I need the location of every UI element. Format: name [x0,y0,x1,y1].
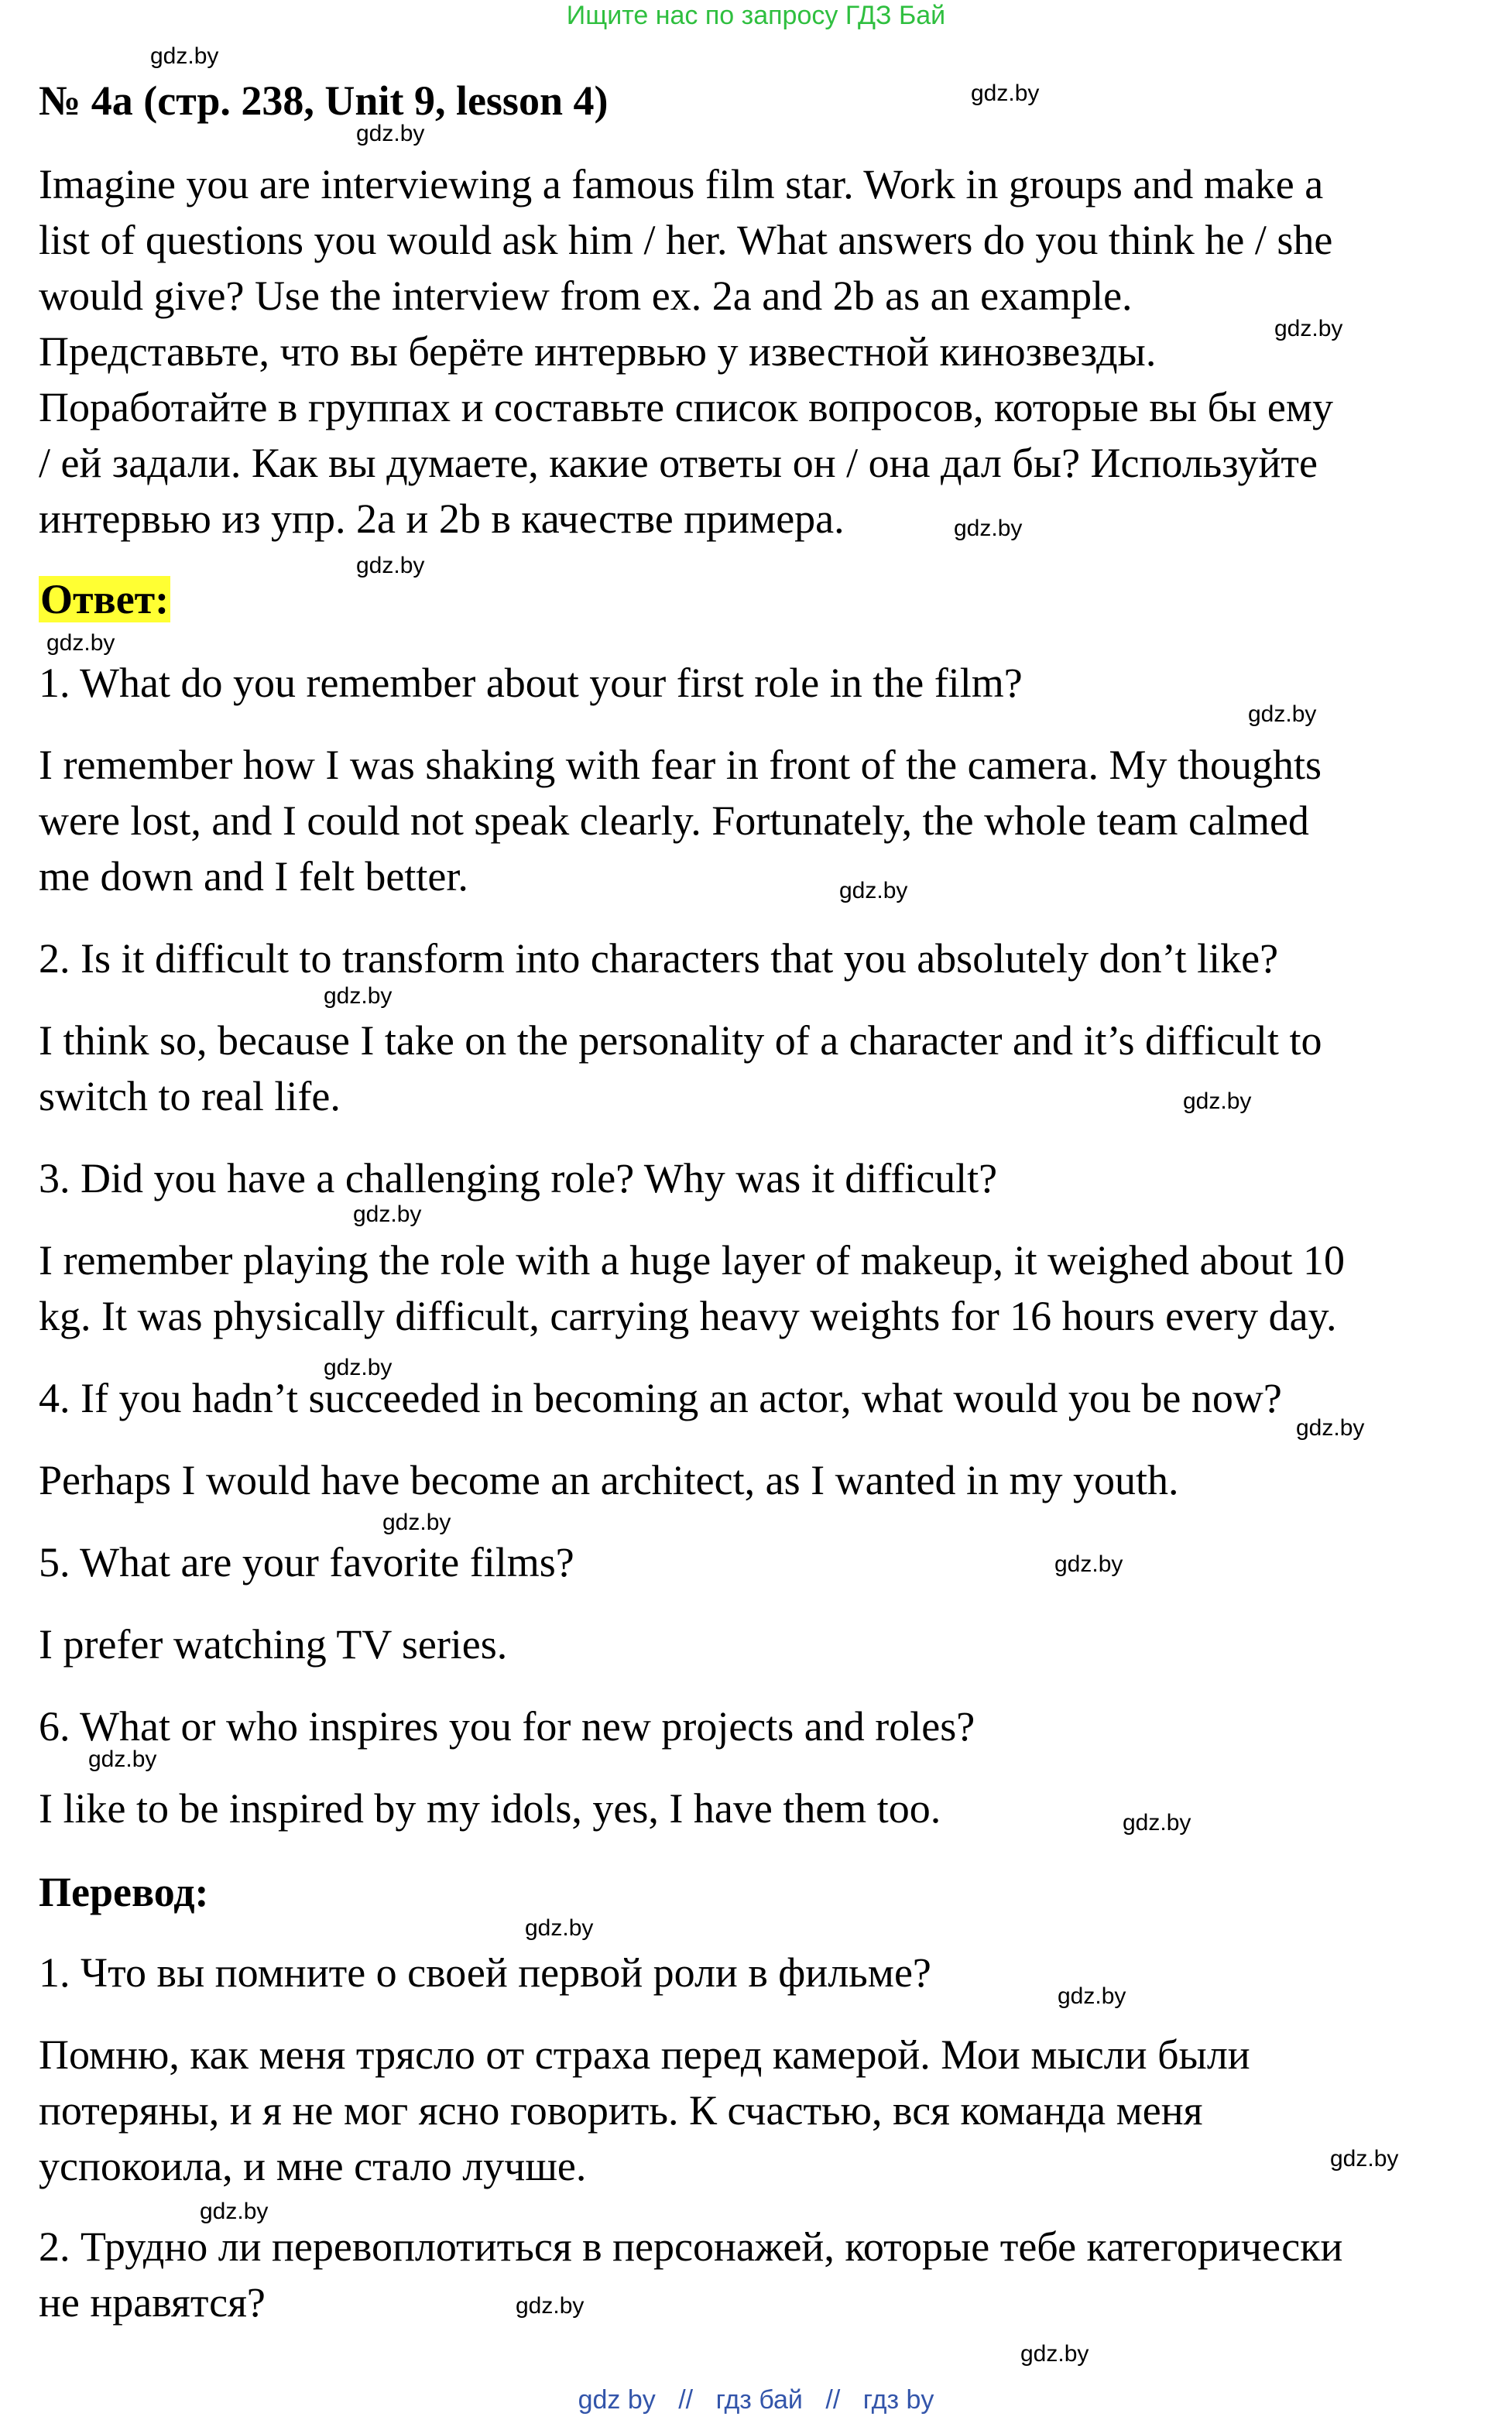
question-line: 3. Did you have a challenging role? Why was it difficult? [39,1155,998,1202]
watermark: gdz.by [1054,1551,1123,1577]
watermark: gdz.by [1058,1983,1126,2009]
watermark: gdz.by [525,1915,594,1941]
answer-line: were lost, and I could not speak clearly. Fortunately, the whole team calmed [39,797,1309,844]
watermark: gdz.by [1020,2341,1089,2367]
answer-line: I think so, because I take on the personality of a character and it’s difficult to [39,1017,1322,1064]
footer-link-gdz-by[interactable]: gdz by [578,2385,656,2415]
watermark: gdz.by [46,630,115,656]
translation-line: успокоила, и мне стало лучше. [39,2143,587,2189]
task-line: Imagine you are interviewing a famous film star. Work in groups and make a [39,161,1324,207]
watermark: gdz.by [200,2199,269,2224]
footer-link-gdz-bai[interactable]: гдз бай [715,2385,803,2415]
watermark: gdz.by [971,81,1040,106]
watermark: gdz.by [324,983,393,1009]
task-line: list of questions you would ask him / her. What answers do you think he / she [39,217,1333,263]
watermark: gdz.by [356,553,425,578]
answer-line: I remember how I was shaking with fear in front of the camera. My thoughts [39,742,1322,788]
footer-link-gdz-by-ru[interactable]: гдз by [862,2385,934,2415]
task-line: интервью из упр. 2a и 2b в качестве примера. [39,495,845,542]
watermark: gdz.by [1183,1088,1252,1114]
watermark: gdz.by [88,1747,157,1772]
answer-line: Perhaps I would have become an architect, as I wanted in my youth. [39,1457,1179,1503]
watermark: gdz.by [1330,2146,1399,2172]
answer-line: I prefer watching TV series. [39,1621,508,1668]
watermark: gdz.by [839,878,908,903]
answer-label: Ответ: [40,576,170,622]
question-line: 2. Is it difficult to transform into characters that you absolutely don’t like? [39,935,1279,982]
answer-section [39,574,170,624]
translation-line: не нравятся? [39,2279,266,2326]
answer-line: I like to be inspired by my idols, yes, I have them too. [39,1785,941,1832]
watermark: gdz.by [516,2293,585,2319]
question-line: 4. If you hadn’t succeeded in becoming an actor, what would you be now? [39,1375,1282,1421]
translation-label: Перевод: [39,1869,209,1915]
question-line: 1. What do you remember about your first role in the film? [39,660,1023,706]
watermark: gdz.by [1296,1415,1365,1441]
translation-line: Помню, как меня трясло от страха перед камерой. Мои мысли были [39,2031,1250,2078]
task-line: / ей задали. Как вы думаете, какие ответы он / она дал бы? Используйте [39,440,1318,486]
watermark: gdz.by [324,1355,393,1380]
watermark: gdz.by [1123,1810,1191,1836]
watermark: gdz.by [1274,316,1343,341]
translation-line: 1. Что вы помните о своей первой роли в фильме? [39,1949,931,1996]
translation-line: 2. Трудно ли перевоплотиться в персонажей, которые тебе категорически [39,2223,1343,2270]
watermark: gdz.by [356,121,425,146]
answer-line: kg. It was physically difficult, carrying heavy weights for 16 hours every day. [39,1293,1337,1339]
watermark: gdz.by [382,1510,451,1535]
watermark: gdz.by [954,516,1023,541]
task-line: Поработайте в группах и составьте список вопросов, которые вы бы ему [39,384,1334,430]
footer-separator: // [825,2385,841,2415]
answer-line: I remember playing the role with a huge layer of makeup, it weighed about 10 [39,1237,1345,1284]
task-line: would give? Use the interview from ex. 2a and 2b as an example. [39,273,1133,319]
exercise-heading: № 4a (стр. 238, Unit 9, lesson 4) [39,77,609,124]
answer-line: me down and I felt better. [39,853,468,900]
watermark: gdz.by [1248,701,1317,727]
answer-line: switch to real life. [39,1073,341,1119]
question-line: 5. What are your favorite films? [39,1539,574,1585]
footer-links [0,2384,1512,2415]
watermark: gdz.by [150,43,219,69]
watermark: gdz.by [353,1202,422,1227]
top-banner[interactable]: Ищите нас по запросу ГДЗ Бай [566,1,946,30]
question-line: 6. What or who inspires you for new projects and roles? [39,1703,975,1750]
translation-line: потеряны, и я не мог ясно говорить. К счастью, вся команда меня [39,2087,1203,2134]
footer-separator: // [678,2385,694,2415]
task-line: Представьте, что вы берёте интервью у известной кинозвезды. [39,328,1157,375]
